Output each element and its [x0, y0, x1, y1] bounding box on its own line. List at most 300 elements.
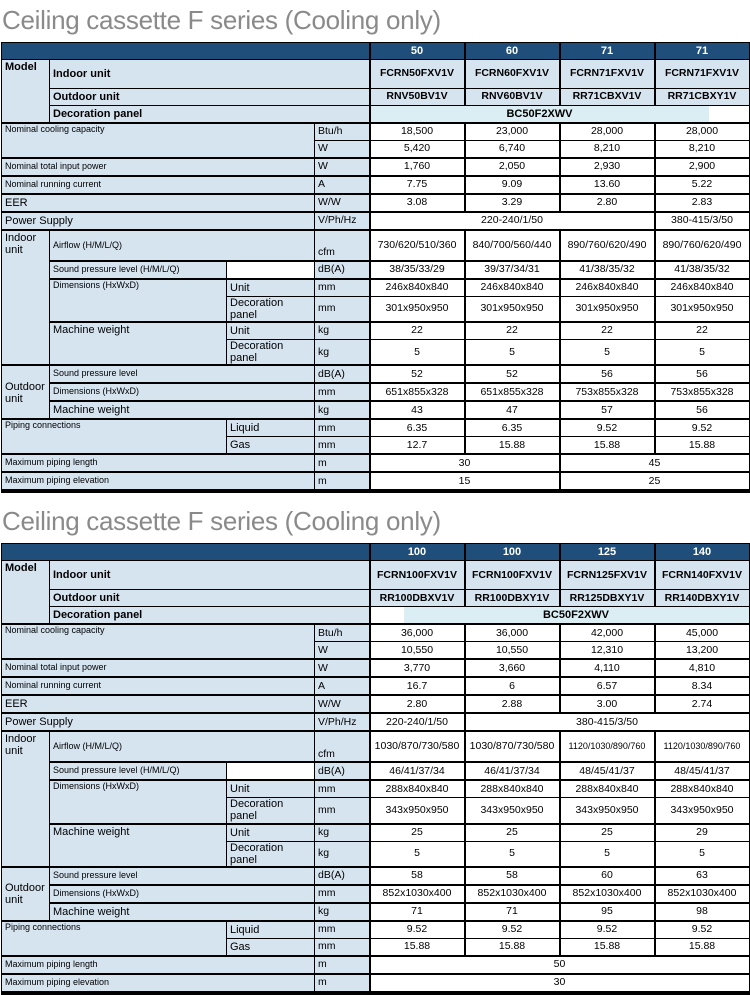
- table-row: [2, 230, 750, 261]
- table-row: [2, 677, 750, 695]
- row-label: Nominal cooling capacity: [2, 624, 315, 659]
- spec-value: 12.7: [370, 437, 465, 455]
- spec-value: 36,000: [370, 624, 465, 642]
- spec-value: 41/38/35/32: [655, 261, 750, 279]
- spec-value: 95: [560, 903, 655, 921]
- spec-value: 343x950x950: [560, 798, 655, 824]
- model-name: FCRN71FXV1V: [560, 60, 655, 89]
- table-row: [2, 89, 750, 106]
- spec-value: 15.88: [560, 938, 655, 956]
- spec-value: 7.75: [370, 176, 465, 194]
- table-row: [2, 921, 750, 939]
- spec-value: 852x1030x400: [465, 885, 560, 903]
- row-label: Machine weight: [50, 322, 227, 365]
- row-label: Maximum piping length: [2, 454, 315, 472]
- spec-value: 42,000: [560, 624, 655, 642]
- row-label: Nominal total input power: [2, 659, 315, 677]
- unit-label: m: [315, 472, 370, 491]
- table-row: [2, 123, 750, 141]
- table-row: [2, 454, 750, 472]
- unit-label: V/Ph/Hz: [315, 212, 370, 230]
- spec-value: 52: [370, 365, 465, 383]
- sub-label: Unit: [227, 279, 315, 297]
- spec-value: 3.29: [465, 194, 560, 212]
- table-row: [2, 322, 750, 340]
- row-label: Sound pressure level (H/M/L/Q): [50, 261, 227, 279]
- spec-value: 2.88: [465, 695, 560, 713]
- spec-value: 2.80: [560, 194, 655, 212]
- table-row: [2, 780, 750, 798]
- spec-value: 10,550: [465, 642, 560, 660]
- spec-table-section-1: [0, 42, 750, 493]
- unit-label: Btu/h: [315, 123, 370, 141]
- spec-value: 890/760/620/490: [560, 230, 655, 261]
- spec-value: 220-240/1/50: [370, 713, 465, 731]
- model-name: FCRN100FXV1V: [465, 561, 560, 590]
- model-name: RR100DBXV1V: [370, 590, 465, 607]
- spec-value: 56: [560, 365, 655, 383]
- row-label: Piping connections: [2, 419, 227, 454]
- spec-value: 58: [465, 867, 560, 885]
- spec-value: 48/45/41/37: [560, 762, 655, 780]
- spec-value: 9.52: [560, 921, 655, 939]
- unit-label: W/W: [315, 194, 370, 212]
- decoration-panel-value: BC50F2XWV: [370, 106, 750, 124]
- row-label: Nominal running current: [2, 677, 315, 695]
- spec-value: 9.52: [370, 921, 465, 939]
- row-label: Sound pressure level: [50, 867, 315, 885]
- row-label: Machine weight: [50, 903, 315, 921]
- spec-value: 41/38/35/32: [560, 261, 655, 279]
- unit-label: mm: [315, 780, 370, 798]
- spec-value: 5.22: [655, 176, 750, 194]
- spec-value: 2.80: [370, 695, 465, 713]
- column-header: 71: [560, 43, 655, 60]
- table-row: [2, 472, 750, 491]
- spec-value: 39/37/34/31: [465, 261, 560, 279]
- spec-value: 753x855x328: [655, 383, 750, 401]
- section-label: Indoor unit: [2, 230, 50, 365]
- spec-value: 22: [560, 322, 655, 340]
- spec-value: 8,210: [560, 141, 655, 159]
- spec-value: 301x950x950: [655, 297, 750, 323]
- spec-value: 36,000: [465, 624, 560, 642]
- unit-label: kg: [315, 841, 370, 867]
- spec-value: 2,930: [560, 158, 655, 176]
- unit-label: cfm: [315, 731, 370, 762]
- model-name: FCRN60FXV1V: [465, 60, 560, 89]
- spec-value: 28,000: [655, 123, 750, 141]
- spec-value: 71: [370, 903, 465, 921]
- row-label: Dimensions (HxWxD): [50, 383, 315, 401]
- unit-label: dB(A): [315, 365, 370, 383]
- model-name: RR140DBXY1V: [655, 590, 750, 607]
- row-label: Nominal running current: [2, 176, 315, 194]
- unit-label: kg: [315, 340, 370, 366]
- spec-value: 2,900: [655, 158, 750, 176]
- row-label: Piping connections: [2, 921, 227, 956]
- unit-label: W: [315, 659, 370, 677]
- spec-value: 5: [655, 841, 750, 867]
- table-row: [2, 419, 750, 437]
- table-row: [2, 279, 750, 297]
- spec-value: 380-415/3/50: [465, 713, 750, 731]
- spec-value: 343x950x950: [655, 798, 750, 824]
- empty-cell: [227, 762, 315, 780]
- spec-value: 288x840x840: [370, 780, 465, 798]
- header-spacer: [2, 544, 370, 561]
- spec-value: 15.88: [465, 437, 560, 455]
- row-label: Airflow (H/M/L/Q): [50, 731, 315, 762]
- spec-value: 52: [465, 365, 560, 383]
- spec-value: 9.52: [465, 921, 560, 939]
- spec-value: 10,550: [370, 642, 465, 660]
- unit-label: mm: [315, 798, 370, 824]
- spec-value: 46/41/37/34: [370, 762, 465, 780]
- unit-label: kg: [315, 903, 370, 921]
- table-row: [2, 43, 750, 60]
- column-header: 140: [655, 544, 750, 561]
- spec-value: 15.88: [655, 938, 750, 956]
- page-title: Ceiling cassette F series (Cooling only): [2, 506, 441, 537]
- sub-label: Gas: [227, 437, 315, 455]
- spec-value: 5: [370, 340, 465, 366]
- unit-label: dB(A): [315, 762, 370, 780]
- model-name: FCRN50FXV1V: [370, 60, 465, 89]
- spec-value: 5: [560, 841, 655, 867]
- spec-value: 5: [370, 841, 465, 867]
- unit-label: W: [315, 141, 370, 159]
- spec-value: 5,420: [370, 141, 465, 159]
- spec-value: 60: [560, 867, 655, 885]
- spec-value: 730/620/510/360: [370, 230, 465, 261]
- model-row-label: Decoration panel: [50, 106, 370, 124]
- row-label: Airflow (H/M/L/Q): [50, 230, 315, 261]
- model-name: FCRN100FXV1V: [370, 561, 465, 590]
- sub-label: Gas: [227, 938, 315, 956]
- unit-label: W: [315, 642, 370, 660]
- table-row: [2, 624, 750, 642]
- table-row: [2, 885, 750, 903]
- sub-label: Unit: [227, 780, 315, 798]
- model-row-label: Decoration panel: [50, 607, 370, 625]
- spec-value: 343x950x950: [465, 798, 560, 824]
- spec-value: 25: [465, 824, 560, 842]
- unit-label: Btu/h: [315, 624, 370, 642]
- spec-value: 13.60: [560, 176, 655, 194]
- spec-value: 18,500: [370, 123, 465, 141]
- spec-value: 16.7: [370, 677, 465, 695]
- spec-value: 3,770: [370, 659, 465, 677]
- model-row-label: Indoor unit: [50, 60, 370, 89]
- row-label: Sound pressure level: [50, 365, 315, 383]
- spec-value: 246x840x840: [465, 279, 560, 297]
- table-row: [2, 176, 750, 194]
- model-row-label: Model: [2, 60, 50, 124]
- spec-value: 25: [560, 472, 750, 491]
- section-label: Outdoor unit: [2, 867, 50, 921]
- column-header: 50: [370, 43, 465, 60]
- sub-label: Liquid: [227, 921, 315, 939]
- column-header: 60: [465, 43, 560, 60]
- spec-value: 852x1030x400: [560, 885, 655, 903]
- spec-value: 301x950x950: [370, 297, 465, 323]
- model-name: RR100DBXY1V: [465, 590, 560, 607]
- spec-table-2: [1, 543, 750, 994]
- column-header: 71: [655, 43, 750, 60]
- spec-value: 63: [655, 867, 750, 885]
- model-name: RNV60BV1V: [465, 89, 560, 106]
- spec-value: 50: [370, 956, 750, 974]
- spec-value: 288x840x840: [465, 780, 560, 798]
- spec-value: 246x840x840: [560, 279, 655, 297]
- table-row: [2, 713, 750, 731]
- spec-value: 15: [370, 472, 560, 491]
- row-label: Dimensions (HxWxD): [50, 885, 315, 903]
- spec-value: 343x950x950: [370, 798, 465, 824]
- spec-value: 301x950x950: [560, 297, 655, 323]
- sub-label: Unit: [227, 322, 315, 340]
- spec-value: 4,110: [560, 659, 655, 677]
- decoration-panel-value: BC50F2XWV: [370, 607, 750, 625]
- spec-value: 71: [465, 903, 560, 921]
- spec-table-section-2: [0, 543, 750, 994]
- spec-value: 22: [370, 322, 465, 340]
- spec-value: 852x1030x400: [655, 885, 750, 903]
- table-row: [2, 867, 750, 885]
- unit-label: W: [315, 158, 370, 176]
- table-row: [2, 824, 750, 842]
- spec-value: 246x840x840: [655, 279, 750, 297]
- table-row: [2, 956, 750, 974]
- spec-value: 246x840x840: [370, 279, 465, 297]
- spec-value: 6.57: [560, 677, 655, 695]
- spec-value: 651x855x328: [465, 383, 560, 401]
- column-header: 125: [560, 544, 655, 561]
- model-name: FCRN125FXV1V: [560, 561, 655, 590]
- table-row: [2, 544, 750, 561]
- spec-value: 45: [560, 454, 750, 472]
- model-name: RR71CBXY1V: [655, 89, 750, 106]
- spec-value: 3.00: [560, 695, 655, 713]
- model-name: FCRN71FXV1V: [655, 60, 750, 89]
- unit-label: dB(A): [315, 867, 370, 885]
- sub-label: Decoration panel: [227, 297, 315, 323]
- unit-label: kg: [315, 401, 370, 419]
- spec-value: 13,200: [655, 642, 750, 660]
- table-row: [2, 561, 750, 590]
- column-header: 100: [370, 544, 465, 561]
- spec-value: 22: [655, 322, 750, 340]
- unit-label: kg: [315, 824, 370, 842]
- unit-label: A: [315, 677, 370, 695]
- model-name: RR125DBXY1V: [560, 590, 655, 607]
- spec-value: 9.52: [655, 921, 750, 939]
- table-row: [2, 903, 750, 921]
- spec-value: 4,810: [655, 659, 750, 677]
- unit-label: mm: [315, 437, 370, 455]
- unit-label: m: [315, 454, 370, 472]
- unit-label: mm: [315, 921, 370, 939]
- spec-table-1: [1, 42, 750, 493]
- spec-value: 43: [370, 401, 465, 419]
- spec-value: 58: [370, 867, 465, 885]
- spec-value: 8,210: [655, 141, 750, 159]
- spec-value: 1030/870/730/580: [465, 731, 560, 762]
- sub-label: Decoration panel: [227, 340, 315, 366]
- model-row-label: Outdoor unit: [50, 89, 370, 106]
- unit-label: dB(A): [315, 261, 370, 279]
- spec-value: 57: [560, 401, 655, 419]
- unit-label: mm: [315, 885, 370, 903]
- unit-label: cfm: [315, 230, 370, 261]
- table-row: [2, 365, 750, 383]
- model-name: FCRN140FXV1V: [655, 561, 750, 590]
- row-label: Machine weight: [50, 824, 227, 867]
- spec-value: 651x855x328: [370, 383, 465, 401]
- spec-value: 15.88: [370, 938, 465, 956]
- table-row: [2, 383, 750, 401]
- spec-value: 12,310: [560, 642, 655, 660]
- row-label: EER: [2, 194, 315, 212]
- spec-value: 25: [560, 824, 655, 842]
- row-label: Maximum piping length: [2, 956, 315, 974]
- unit-label: mm: [315, 938, 370, 956]
- spec-value: 56: [655, 365, 750, 383]
- table-row: [2, 261, 750, 279]
- spec-value: 5: [655, 340, 750, 366]
- section-label: Outdoor unit: [2, 365, 50, 419]
- section-label: Indoor unit: [2, 731, 50, 866]
- unit-label: mm: [315, 279, 370, 297]
- spec-value: 1030/870/730/580: [370, 731, 465, 762]
- spec-value: 2.74: [655, 695, 750, 713]
- spec-value: 56: [655, 401, 750, 419]
- sub-label: Liquid: [227, 419, 315, 437]
- spec-value: 25: [370, 824, 465, 842]
- row-label: Maximum piping elevation: [2, 974, 315, 993]
- row-label: Nominal total input power: [2, 158, 315, 176]
- spec-value: 2.83: [655, 194, 750, 212]
- unit-label: V/Ph/Hz: [315, 713, 370, 731]
- spec-value: 220-240/1/50: [370, 212, 655, 230]
- spec-value: 8.34: [655, 677, 750, 695]
- unit-label: m: [315, 956, 370, 974]
- row-label: Dimensions (HxWxD): [50, 780, 227, 823]
- spec-value: 753x855x328: [560, 383, 655, 401]
- unit-label: W/W: [315, 695, 370, 713]
- row-label: Power Supply: [2, 713, 315, 731]
- spec-value: 890/760/620/490: [655, 230, 750, 261]
- spec-value: 288x840x840: [655, 780, 750, 798]
- spec-value: 288x840x840: [560, 780, 655, 798]
- unit-label: m: [315, 974, 370, 993]
- unit-label: mm: [315, 297, 370, 323]
- header-spacer: [2, 43, 370, 60]
- spec-value: 5: [465, 340, 560, 366]
- spec-value: 840/700/560/440: [465, 230, 560, 261]
- model-row-label: Indoor unit: [50, 561, 370, 590]
- spec-value: 48/45/41/37: [655, 762, 750, 780]
- spec-value: 22: [465, 322, 560, 340]
- spec-value: 1120/1030/890/760: [560, 731, 655, 762]
- table-row: [2, 158, 750, 176]
- unit-label: kg: [315, 322, 370, 340]
- unit-label: mm: [315, 383, 370, 401]
- table-row: [2, 695, 750, 713]
- spec-value: 1,760: [370, 158, 465, 176]
- spec-value: 6.35: [370, 419, 465, 437]
- table-row: [2, 659, 750, 677]
- spec-value: 1120/1030/890/760: [655, 731, 750, 762]
- spec-value: 5: [465, 841, 560, 867]
- spec-value: 2,050: [465, 158, 560, 176]
- table-row: [2, 60, 750, 89]
- row-label: Power Supply: [2, 212, 315, 230]
- spec-value: 6.35: [465, 419, 560, 437]
- spec-value: 15.88: [655, 437, 750, 455]
- spec-value: 28,000: [560, 123, 655, 141]
- spec-value: 380-415/3/50: [655, 212, 750, 230]
- spec-value: 15.88: [560, 437, 655, 455]
- table-row: [2, 106, 750, 124]
- table-row: [2, 607, 750, 625]
- unit-label: mm: [315, 419, 370, 437]
- spec-value: 38/35/33/29: [370, 261, 465, 279]
- table-row: [2, 401, 750, 419]
- model-row-label: Model: [2, 561, 50, 625]
- spec-value: 23,000: [465, 123, 560, 141]
- spec-value: 15.88: [465, 938, 560, 956]
- spec-value: 45,000: [655, 624, 750, 642]
- table-row: [2, 194, 750, 212]
- table-row: [2, 212, 750, 230]
- unit-label: A: [315, 176, 370, 194]
- model-name: RNV50BV1V: [370, 89, 465, 106]
- table-row: [2, 762, 750, 780]
- spec-value: 9.52: [560, 419, 655, 437]
- spec-value: 9.09: [465, 176, 560, 194]
- row-label: Maximum piping elevation: [2, 472, 315, 491]
- table-row: [2, 590, 750, 607]
- row-label: Machine weight: [50, 401, 315, 419]
- page-title: Ceiling cassette F series (Cooling only): [2, 5, 441, 35]
- model-name: RR71CBXV1V: [560, 89, 655, 106]
- row-label: EER: [2, 695, 315, 713]
- spec-value: 9.52: [655, 419, 750, 437]
- row-label: Sound pressure level (H/M/L/Q): [50, 762, 227, 780]
- sub-label: Decoration panel: [227, 841, 315, 867]
- spec-value: 301x950x950: [465, 297, 560, 323]
- empty-cell: [227, 261, 315, 279]
- spec-value: 46/41/37/34: [465, 762, 560, 780]
- spec-value: 29: [655, 824, 750, 842]
- spec-value: 30: [370, 974, 750, 993]
- spec-value: 6,740: [465, 141, 560, 159]
- row-label: Dimensions (HxWxD): [50, 279, 227, 322]
- spec-value: 98: [655, 903, 750, 921]
- table-row: [2, 974, 750, 993]
- sub-label: Decoration panel: [227, 798, 315, 824]
- spec-value: 852x1030x400: [370, 885, 465, 903]
- spec-value: 3,660: [465, 659, 560, 677]
- spec-value: 5: [560, 340, 655, 366]
- spec-value: 3.08: [370, 194, 465, 212]
- spec-sheet: [0, 5, 750, 995]
- spec-value: 47: [465, 401, 560, 419]
- column-header: 100: [465, 544, 560, 561]
- row-label: Nominal cooling capacity: [2, 123, 315, 158]
